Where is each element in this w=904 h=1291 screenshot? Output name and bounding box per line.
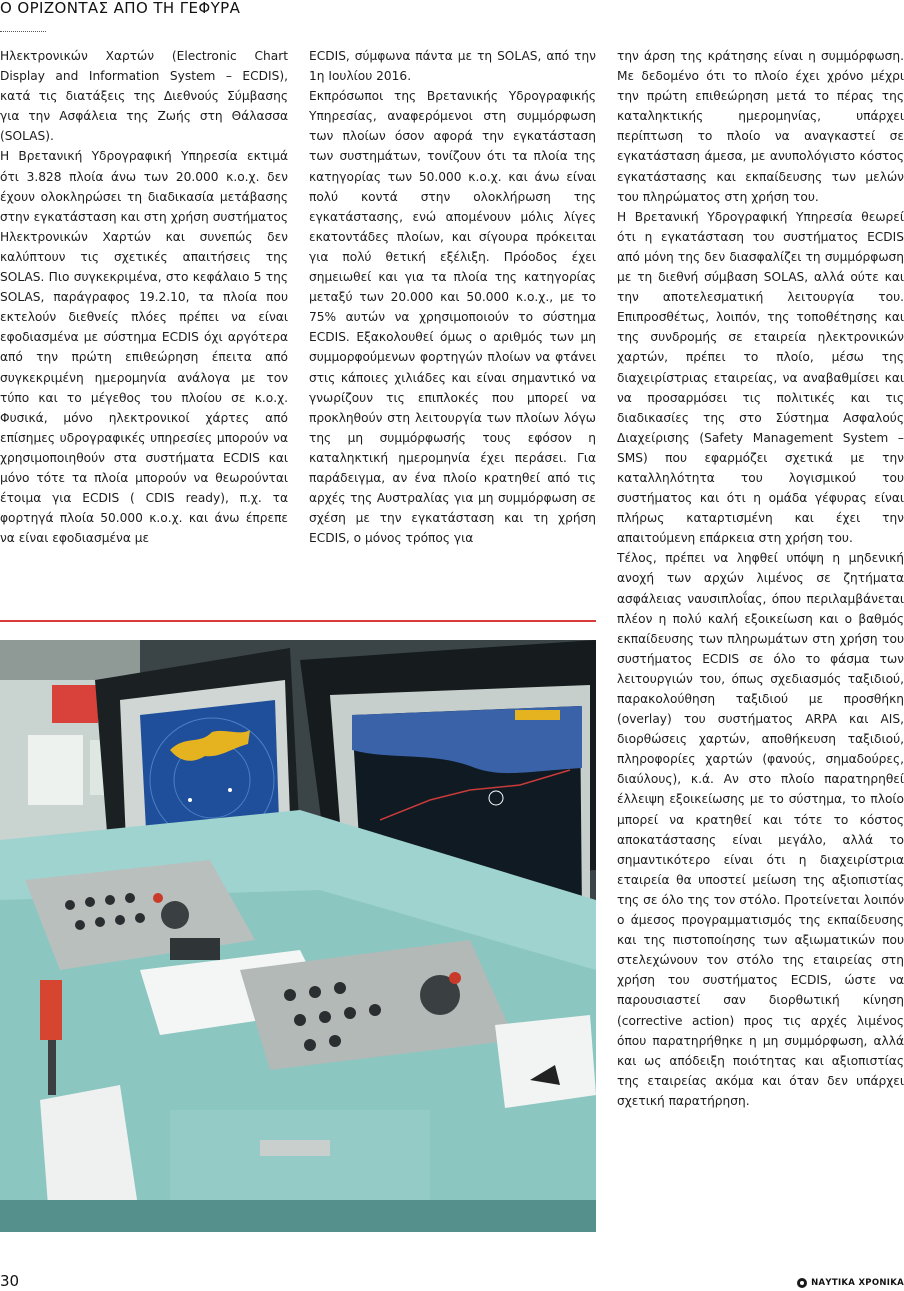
photo-divider [0,620,596,622]
article-column-2 [309,46,596,600]
article-column-3 [617,46,904,1246]
section-title: Ο ΟΡΙΖΟΝΤΑΣ ΑΠΟ ΤΗ ΓΕΦΥΡΑ [0,0,241,17]
paragraph: Εκπρόσωποι της Βρετανικής Υδρογραφικής Υπηρεσίας, αναφερόμενοι στη συμμόρφωση των πλοίων όσον αφορά την εγκατάσταση των συστημάτων, τονίζουν ότι τα πλοία της κατηγορίας των 50.000 κ.ο.χ. και άνω είναι πολύ κοντά στην ολοκλήρωση της εγκατάστασης, ενώ απομένουν μόλις λίγες εκατοντάδες πλοίων, και σίγουρα πρόκειται για πολύ θετική εξέλιξη. Πρόοδος έχει σημειωθεί και για τα πλοία της κατηγορίας μεταξύ των 20.000 και 50.000 κ.ο.χ., με το 75% αυτών να χρησιμοποιούν το σύστημα ECDIS. Εξακολουθεί όμως ο αριθμός των μη συμμορφούμενων φορτηγών πλοίων να φτάνει στις κάποιες χιλιάδες και είναι σημαντικό να γνωρίζουν τις επιπλοκές που μπορεί να προκληθούν στη λειτουργία των πλοίων λόγω της μη συμμόρφωσής τους εφόσον η καταληκτική ημερομηνία έχει περάσει. Για παράδειγμα, αν ένα πλοίο κρατηθεί από τις αρχές της Αυστραλίας για μη συμμόρφωση σε σχέση με την εγκατάσταση και τη χρήση ECDIS, ο μόνος τρόπος για [309,89,596,546]
paragraph: Η Βρετανική Υδρογραφική Υπηρεσία εκτιμά ότι 3.828 πλοία άνω των 20.000 κ.ο.χ. δεν έχουν ολοκληρώσει τη διαδικασία μετάβασης στην εγκατάσταση και στη χρήση συστήματος Ηλεκτρονικών Χαρτών και συνεπώς δεν καλύπτουν τις σχετικές απαιτήσεις της SOLAS. Πιο συγκεκριμένα, στο κεφάλαιο 5 της SOLAS, παράγραφος 19.2.10, τα πλοία που εκτελούν διεθνείς πλόες πρέπει να είναι εφοδιασμένα με σύστημα ECDIS όχι αργότερα από την πρώτη επιθεώρηση έπειτα από συγκεκριμένη ημερομηνία ανάλογα με τον τύπο και το μέγεθος του πλοίου σε κ.ο.χ. Φυσικά, μόνο ηλεκτρονικοί χάρτες από επίσημες υδρογραφικές υπηρεσίες μπορούν να χρησιμοποιηθούν στα συστήματα ECDIS και μόνο τότε τα πλοία μπορούν να θεωρούνται έτοιμα για ECDIS ( CDIS ready), π.χ. τα φορτηγά πλοία 50.000 κ.ο.χ. και άνω έπρεπε να είναι εφοδιασμένα με [0,149,288,546]
paragraph: Τέλος, πρέπει να ληφθεί υπόψη η μηδενική ανοχή των αρχών λιμένος σε ζητήματα ασφάλειας ναυσιπλοΐας, όπου περιλαμβάνεται πλέον η πολύ καλή εξοικείωση και ο βαθμός εκπαίδευσης των πληρωμάτων στη χρήση του συστήματος ECDIS σε όλο το φάσμα των λειτουργιών του, όπως σχεδιασμός ταξιδιού, παρακολούθηση ταξιδιού με προσθήκη (overlay) του συστήματος ARPA και AIS, διορθώσεις χαρτών, αποθήκευση ταξιδιού, πληροφορίες χαρτών (φανούς, σημαδούρες, διαύλους), κ.ά. Αν στο πλοίο παρατηρηθεί έλλειψη εξοικείωσης με το σύστημα, το πλοίο μπορεί να κρατηθεί και τότε το κόστος αποκατάστασης είναι μεγάλο, αλλά το σημαντικότερο είναι ότι η διαχειρίστρια εταιρεία θα υποστεί μείωση της αξιοπιστίας της σε όλο της τον στόλο. Προτείνεται λοιπόν ο άμεσος προγραμματισμός της εκπαίδευσης και της πιστοποίησης των αξιωματικών που στελεχώνουν τον στόλο της εταιρείας στη χρήση του συστήματος ECDIS, ώστε να παρουσιαστεί σαν διορθωτική κίνηση (corrective action) προς τις αρχές λιμένος όπου παρατηρήθηκε η μη συμμόρφωση, αλλά και ως απόδειξη ποιότητας και αξιοπιστίας της εταιρείας ακόμα και όταν δεν υπάρχει σχετική παρατήρηση. [617,551,904,1108]
title-divider [0,31,46,32]
paragraph: Η Βρετανική Υδρογραφική Υπηρεσία θεωρεί ότι η εγκατάσταση του συστήματος ECDIS από μόνη της δεν διασφαλίζει τη συμμόρφωση με τη διεθνή σύμβαση SOLAS, αλλά ούτε και την αποτελεσματική λειτουργία του. Επιπροσθέτως, λοιπόν, της τοποθέτησης και της συνδρομής σε εταιρεία ηλεκτρονικών χαρτών, πρέπει το πλοίο, μέσω της διαχειρίστριας εταιρείας, να αναβαθμίσει και να προσαρμόσει τις πολιτικές και τις διαδικασίες της στο Σύστημα Ασφαλούς Διαχείρισης (Safety Management System – SMS) που εφαρμόζει σχετικά με την καταλληλότητα του λογισμικού του συστήματος και ότι η ομάδα γέφυρας είναι πλήρως καταρτισμένη και έχει την απαιτούμενη επάρκεια στη χρήση του. [617,209,904,546]
page-number: 30 [0,1272,20,1290]
brand-logo-icon [797,1278,807,1288]
bridge-console-photo [0,640,596,1232]
article-column-1 [0,46,288,600]
paragraph: ECDIS, σύμφωνα πάντα με τη SOLAS, από την 1η Ιουλίου 2016. [309,49,596,84]
brand-name: ΝΑΥΤΙΚΑ ΧΡΟΝΙΚΑ [811,1278,904,1288]
paragraph: Ηλεκτρονικών Χαρτών (Electronic Chart Display and Information System – ECDIS), κατά τις διατάξεις της Διεθνούς Σύμβασης για την Ασφάλεια της Ζωής στη Θάλασσα (SOLAS). [0,49,288,144]
paragraph: την άρση της κράτησης είναι η συμμόρφωση. Με δεδομένο ότι το πλοίο έχει χρόνο μέχρι την πρώτη επιθεώρηση μετά το πέρας της καταληκτικής ημερομηνίας, υπάρχει περίπτωση το πλοίο να αναγκαστεί σε εγκατάσταση άμεσα, με ανυπολόγιστο κόστος εγκατάστασης και εκπαίδευσης των μελών του πληρώματος στη χρήση του. [617,49,904,204]
footer-brand [797,1277,904,1289]
